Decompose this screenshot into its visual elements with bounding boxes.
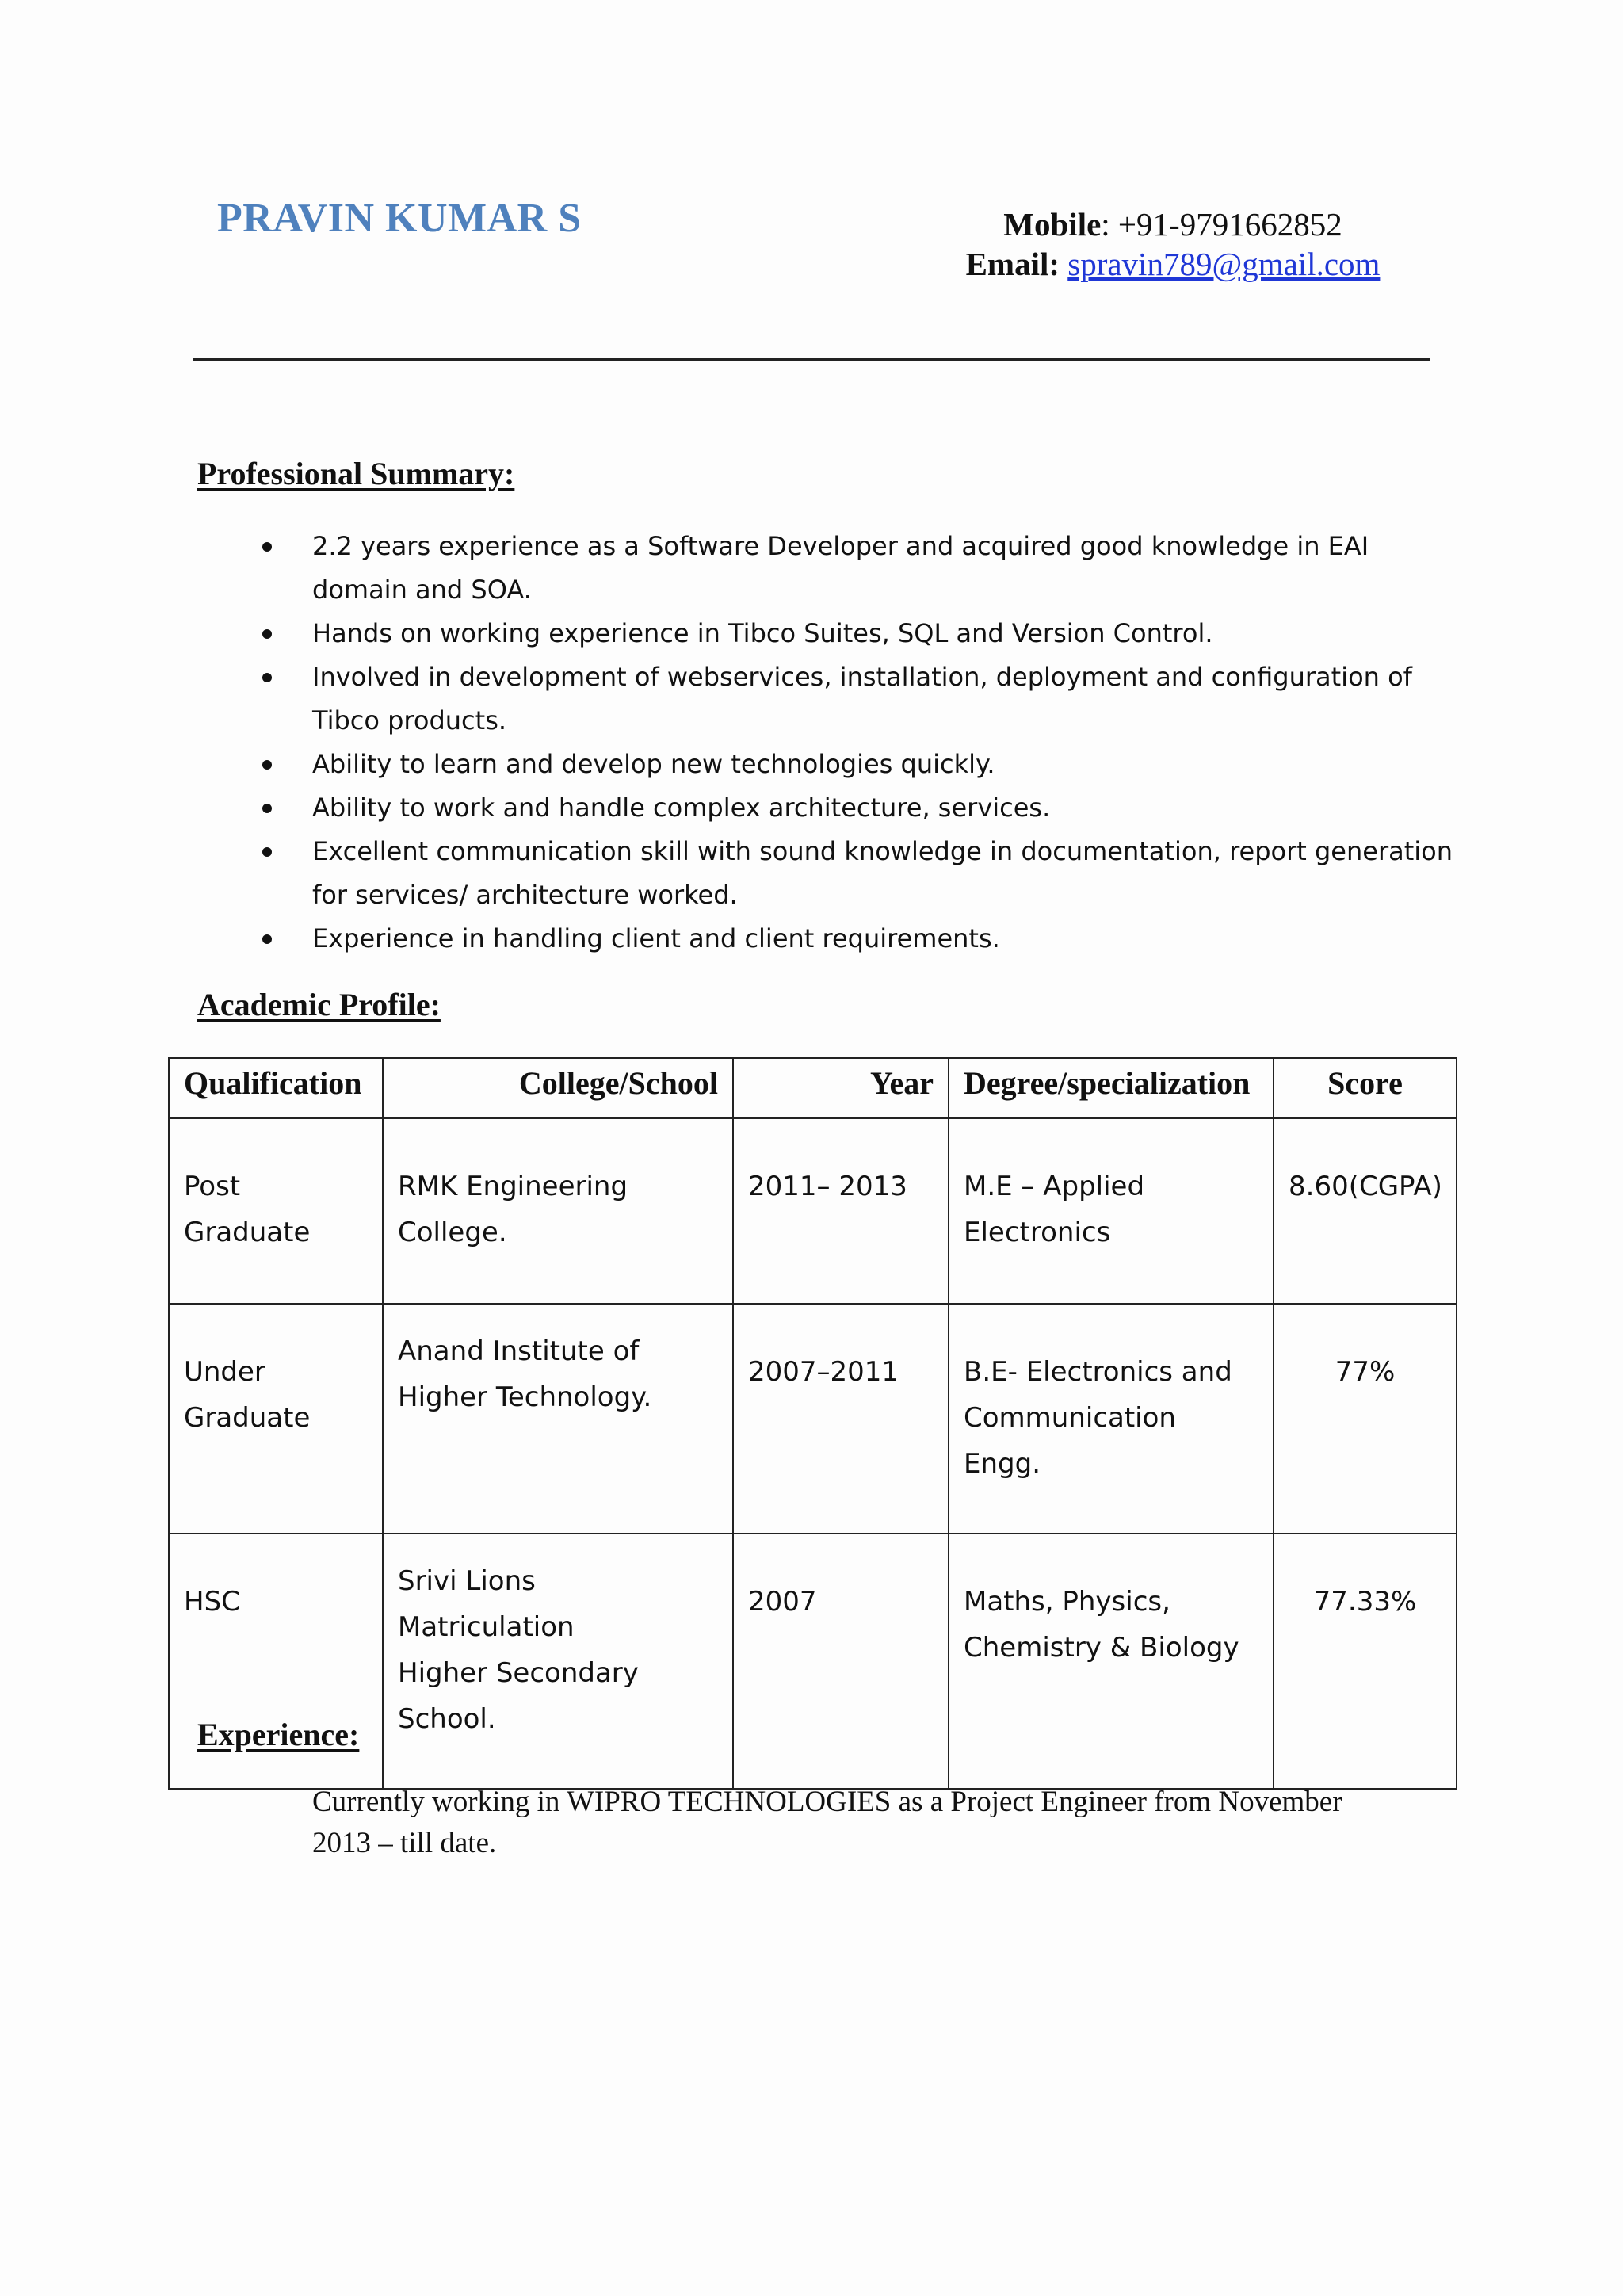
score-cell: 77% xyxy=(1274,1304,1457,1534)
list-item: Ability to learn and develop new technologies quickly. xyxy=(312,743,1453,786)
degree-cell: B.E- Electronics and Communication Engg. xyxy=(949,1304,1274,1534)
column-header-college: College/School xyxy=(383,1058,733,1118)
table-row xyxy=(169,1118,1457,1304)
year-cell: 2007 xyxy=(733,1534,949,1789)
list-item: Hands on working experience in Tibco Suites, SQL and Version Control. xyxy=(312,612,1453,655)
candidate-name: PRAVIN KUMAR S xyxy=(217,196,582,241)
mobile-label: Mobile xyxy=(1003,206,1102,243)
email-label: Email: xyxy=(965,246,1060,282)
email-link[interactable]: spravin789@gmail.com xyxy=(1067,246,1381,282)
contact-block xyxy=(935,204,1411,284)
college-cell: RMK Engineering College. xyxy=(383,1118,733,1304)
experience-text: Currently working in WIPRO TECHNOLOGIES as a Project Engineer from November 2013 – till date. xyxy=(312,1786,1342,1859)
list-item: Experience in handling client and client requirements. xyxy=(312,917,1453,961)
experience-heading: Experience: xyxy=(197,1717,360,1752)
bullet-icon xyxy=(262,847,272,857)
summary-list xyxy=(312,525,1453,961)
list-item: 2.2 years experience as a Software Developer and acquired good knowledge in EAI domain and SOA. xyxy=(312,525,1453,612)
email-line xyxy=(935,244,1411,284)
mobile-line xyxy=(935,204,1411,244)
column-header-qualification: Qualification xyxy=(169,1058,383,1118)
bullet-icon xyxy=(262,542,272,552)
table-row xyxy=(169,1304,1457,1534)
bullet-icon xyxy=(262,673,272,682)
header-divider xyxy=(193,358,1430,361)
year-cell: 2007–2011 xyxy=(733,1304,949,1534)
mobile-value: : +91-9791662852 xyxy=(1101,206,1342,243)
bullet-icon xyxy=(262,804,272,813)
column-header-year: Year xyxy=(733,1058,949,1118)
list-item: Ability to work and handle complex architecture, services. xyxy=(312,786,1453,830)
college-cell: Srivi Lions Matriculation Higher Secondary School. xyxy=(383,1534,733,1789)
academic-table xyxy=(168,1057,1457,1790)
score-cell: 77.33% xyxy=(1274,1534,1457,1789)
summary-heading: Professional Summary: xyxy=(197,456,515,491)
column-header-degree: Degree/specialization xyxy=(949,1058,1274,1118)
bullet-icon xyxy=(262,934,272,944)
list-item: Involved in development of webservices, installation, deployment and configuration of Tibco products. xyxy=(312,655,1453,743)
college-cell: Anand Institute of Higher Technology. xyxy=(383,1304,733,1534)
degree-cell: Maths, Physics, Chemistry & Biology xyxy=(949,1534,1274,1789)
table-row xyxy=(169,1534,1457,1789)
degree-cell: M.E – Applied Electronics xyxy=(949,1118,1274,1304)
score-cell: 8.60(CGPA) xyxy=(1274,1118,1457,1304)
list-item: Excellent communication skill with sound knowledge in documentation, report generation for services/ architecture worked. xyxy=(312,830,1453,917)
qualification-cell: Post Graduate xyxy=(169,1118,383,1304)
table-header-row xyxy=(169,1058,1457,1118)
bullet-icon xyxy=(262,760,272,770)
qualification-cell: Under Graduate xyxy=(169,1304,383,1534)
academic-heading: Academic Profile: xyxy=(197,987,441,1022)
year-cell: 2011– 2013 xyxy=(733,1118,949,1304)
column-header-score: Score xyxy=(1274,1058,1457,1118)
qualification-cell: HSC xyxy=(169,1534,383,1789)
bullet-icon xyxy=(262,629,272,639)
